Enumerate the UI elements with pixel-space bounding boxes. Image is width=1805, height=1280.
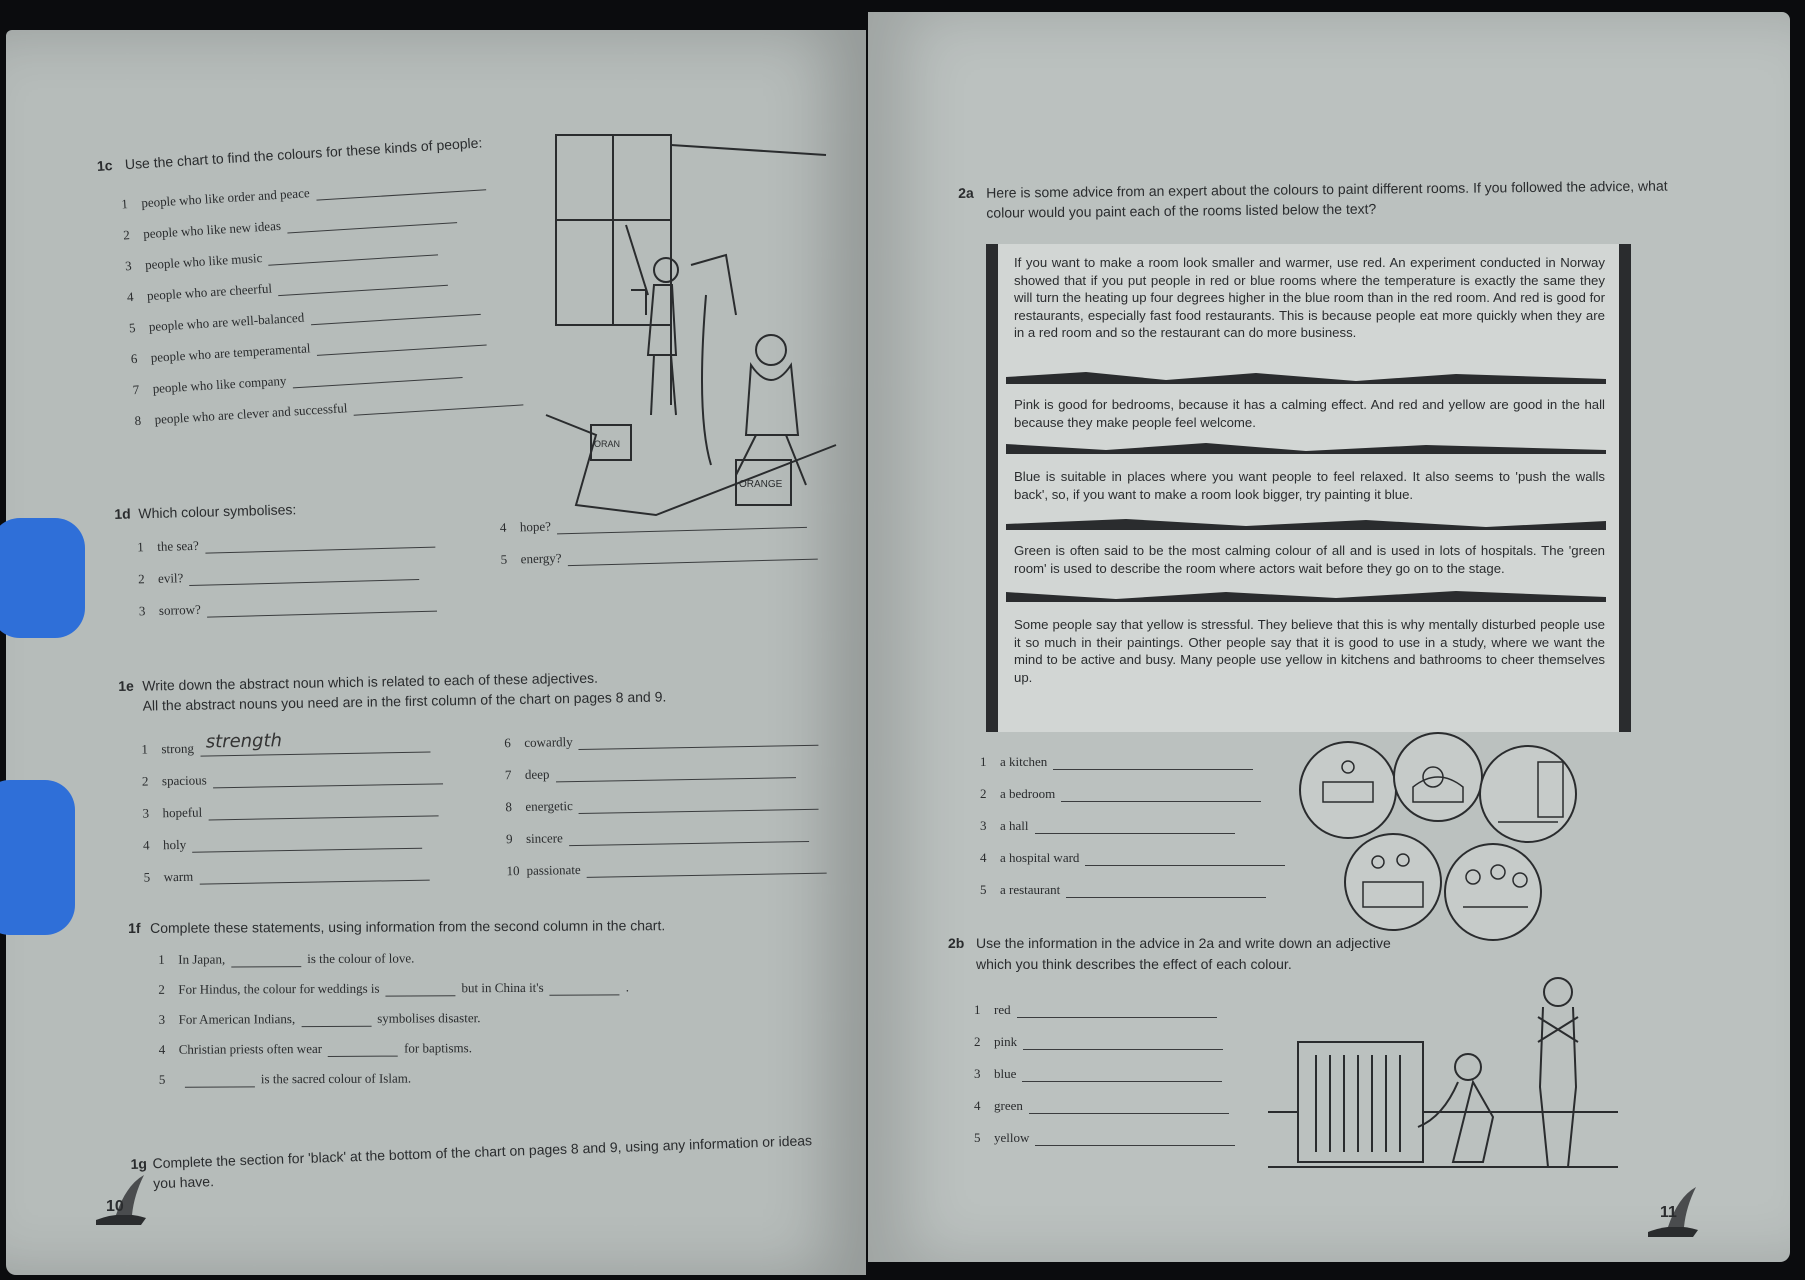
exercise-number: 2b [948,935,965,951]
handwritten-answer: strength [205,730,283,753]
exercise-1c [96,122,577,509]
can-label: ORAN [594,439,621,449]
item-text: holy [162,836,187,853]
exercise-instruction: you have. [152,1173,215,1192]
item-text: people who like music [144,250,263,273]
zigzag-divider [1006,516,1606,530]
item-number: 3 [158,1011,166,1027]
exercise-instruction: Use the chart to find the colours for these kinds of people: [124,134,483,173]
exercise-2a-header [958,169,1738,227]
zigzag-divider [1006,370,1606,384]
item-text: energetic [525,798,573,814]
item-text: strong [161,740,195,757]
item-number: 9 [505,831,513,847]
exercise-number: 1f [128,919,141,936]
item-text: people who are well-balanced [148,309,305,335]
item-text: blue [994,1066,1017,1081]
statement-text: but in China it's [461,979,544,996]
advice-paragraph-green: Green is often said to be the most calming colour of all and is used in lots of hospitals. The 'green room' is used to describe the room where actors wait before they go on to the stage. [1014,543,1605,576]
exercise-number: 2a [958,184,974,201]
item-number: 2 [974,1034,981,1049]
item-number: 1 [120,196,129,212]
answer-line[interactable] [579,731,819,750]
item-text: deep [524,766,550,782]
answer-line[interactable] [557,513,807,535]
answer-line[interactable] [292,363,463,388]
exercise-item [130,330,486,368]
statement-text: for baptisms. [404,1040,472,1056]
answer-line[interactable] [208,801,438,820]
item-text: hope? [519,518,552,535]
answer-line[interactable] [286,208,457,233]
page-number: 10 [106,1198,124,1215]
exercise-number: 1e [118,677,134,694]
item-number: 4 [974,1098,981,1113]
item-text: a kitchen [1000,754,1048,769]
item-text: spacious [161,772,207,789]
answer-line[interactable] [587,859,827,878]
exercise-1g [130,1123,852,1208]
exercise-item [142,768,443,789]
left-page [6,30,866,1275]
answer-line[interactable] [1053,755,1253,770]
can-label: ORANGE [739,479,783,490]
item-text: a bedroom [1000,786,1056,801]
answer-line[interactable] [207,597,437,618]
item-number: 1 [980,754,987,769]
exercise-item [980,786,1261,802]
item-number: 3 [142,805,150,821]
item-number: 3 [974,1066,981,1081]
item-text: people who are cheerful [146,280,273,304]
answer-line[interactable] [1017,1003,1217,1018]
item-number: 5 [980,882,987,897]
exercise-number: 1d [114,505,131,522]
item-number: 1 [137,539,144,555]
item-text: hopeful [162,804,203,821]
answer-line[interactable] [1035,819,1235,834]
exercise-instruction: Use the information in the advice in 2a and write down an adjective [976,935,1391,951]
statement-item [159,1010,481,1028]
exercise-item [505,762,796,783]
item-number: 3 [124,258,133,274]
answer-line[interactable] [315,175,486,200]
item-text: sincere [525,830,563,846]
exercise-item [137,532,435,556]
exercise-item [980,850,1285,866]
answer-line[interactable] [1035,1131,1235,1146]
painting-illustration [536,115,856,525]
exercise-item [974,1002,1217,1018]
exercise-item [134,389,523,429]
advice-paragraph-blue: Blue is suitable in places where you want people to feel relaxed. It also seems to 'push the walls back', so, if you want to make a room look bigger, try painting it blue. [1014,469,1605,502]
item-number: 1 [141,741,149,757]
item-text: green [994,1098,1023,1113]
glove-finger [0,780,75,935]
exercise-item [125,239,439,274]
exercise-item [139,596,437,620]
exercise-item [980,818,1235,834]
item-number: 8 [134,412,142,429]
statement-item [158,979,629,997]
exercise-item [974,1098,1229,1114]
statement-text: Christian priests often wear [178,1040,323,1057]
right-page [868,12,1790,1262]
answer-blank[interactable] [231,954,301,967]
exercise-1e [118,657,862,900]
answer-line[interactable] [268,240,439,265]
item-number: 10 [506,863,520,879]
exercise-item [132,362,462,398]
item-text: people who like new ideas [142,217,282,242]
statement-text: For American Indians, [178,1011,296,1027]
item-text: sorrow? [158,601,201,618]
item-text: pink [994,1034,1018,1049]
statement-text: . [625,979,629,995]
answer-line[interactable] [192,834,422,853]
item-number: 7 [504,767,512,783]
answer-line[interactable] [569,827,809,846]
item-text: energy? [520,550,562,567]
item-number: 8 [505,799,513,815]
glove-finger [0,518,85,638]
item-text: a hall [1000,818,1029,833]
item-number: 1 [974,1002,981,1017]
answer-line[interactable] [1066,883,1266,898]
item-number: 3 [138,603,146,619]
exercise-item [138,564,420,587]
item-number: 4 [980,850,987,865]
item-number: 6 [130,350,138,367]
answer-blank[interactable] [301,1014,371,1027]
exercise-item [974,1034,1223,1050]
advice-paragraph-pink: Pink is good for bedrooms, because it has a calming effect. And red and yellow are good in the hall because they make people feel welcome. [1014,397,1605,430]
statement-text: is the colour of love. [307,950,415,967]
item-number: 2 [980,786,987,801]
item-text: a restaurant [1000,882,1061,897]
answer-line[interactable] [353,390,524,415]
answer-line[interactable] [1023,1035,1223,1050]
statement-item [158,951,414,968]
answer-line[interactable] [200,730,430,757]
item-text: warm [163,868,194,885]
statement-text: symbolises disaster. [377,1010,481,1026]
item-text: yellow [994,1130,1030,1145]
radiator-illustration [1268,967,1618,1182]
exercise-item [143,833,422,854]
item-text: people who like company [152,372,287,396]
item-number: 5 [158,1071,166,1087]
statement-text: In Japan, [178,951,226,967]
item-text: a hospital ward [1000,850,1080,865]
page-number: 11 [1660,1204,1677,1221]
item-number: 2 [137,571,145,587]
answer-blank[interactable] [386,983,456,996]
exercise-instruction: Which colour symbolises: [138,501,297,522]
zigzag-divider [1006,440,1606,454]
item-number: 2 [122,227,131,243]
exercise-item [974,1066,1222,1082]
item-number: 6 [504,735,511,751]
exercise-1f [128,908,829,1132]
item-number: 5 [128,319,136,336]
answer-line[interactable] [1022,1067,1222,1082]
exercise-instruction: Complete the section for 'black' at the bottom of the chart on pages 8 and 9, using any information or ideas [152,1132,813,1172]
advice-paragraph-yellow: Some people say that yellow is stressful. They believe that this is why mentally disturbed people use it so much in their paintings. Other people say that it is good to use in a study, where we want the mind to be active and busy. Many people use yellow in kitchens and bathrooms to cheer themselves up. [1014,617,1605,685]
answer-line[interactable] [199,866,429,885]
item-number: 3 [980,818,987,833]
answer-line[interactable] [1085,851,1285,866]
exercise-item [500,544,817,568]
exercise-number: 1c [96,157,114,174]
item-number: 5 [500,551,508,567]
advice-box [986,244,1631,732]
exercise-instruction: Write down the abstract noun which is related to each of these adjectives. [142,669,599,694]
answer-line[interactable] [316,331,487,356]
item-number: 5 [974,1130,981,1145]
exercise-item [127,270,449,306]
answer-line[interactable] [189,565,419,586]
exercise-item [123,207,457,243]
item-number: 4 [126,288,134,305]
exercise-item [980,882,1266,898]
exercise-number: 1g [130,1155,148,1172]
item-number: 5 [143,869,151,885]
exercise-instruction: All the abstract nouns you need are in the first column of the chart on pages 8 and 9. [142,688,667,714]
item-number: 4 [499,519,507,535]
answer-line[interactable] [205,533,435,554]
item-number: 2 [158,981,165,997]
exercise-item [128,299,480,336]
answer-line[interactable] [579,795,819,814]
item-number: 1 [158,951,165,967]
zigzag-divider [1006,588,1606,602]
exercise-item [505,794,819,815]
exercise-item [506,826,809,847]
answer-line[interactable] [213,769,443,788]
answer-line[interactable] [310,300,481,325]
statement-text: is the sacred colour of Islam. [260,1070,412,1087]
item-text: passionate [526,861,581,878]
exercise-item [142,800,438,821]
exercise-item [141,730,430,758]
answer-blank[interactable] [185,1074,255,1087]
exercise-item [506,858,826,880]
item-text: evil? [157,570,184,586]
exercise-item [143,865,429,886]
answer-line[interactable] [1029,1099,1229,1114]
answer-line[interactable] [567,545,817,567]
item-number: 4 [158,1041,166,1057]
answer-blank[interactable] [550,982,620,995]
answer-line[interactable] [1061,787,1261,802]
exercise-1d [114,481,858,660]
statement-item [159,1071,411,1088]
exercise-item [974,1130,1235,1146]
exercise-item [980,754,1253,770]
exercise-instruction: colour would you paint each of the rooms listed below the text? [986,200,1377,221]
item-text: people who are clever and successful [154,400,348,427]
exercise-item [121,174,486,212]
item-text: cowardly [524,734,573,750]
answer-line[interactable] [278,271,449,296]
item-text: red [994,1002,1011,1017]
answer-blank[interactable] [328,1044,398,1057]
exercise-item [504,730,819,751]
advice-paragraph-red: If you want to make a room look smaller and warmer, use red. An experiment conducted in Norway showed that if you put people in red or blue rooms where the temperature is exactly the same they will turn the heating up four degrees higher in the blue room than in the red room. And red is good for restaurants, especially fast food restaurants. This is because people eat more quickly when they are in a red room and so the restaurant can do more business. [1014,255,1605,340]
item-text: people who are temperamental [150,340,311,366]
item-number: 2 [141,773,149,789]
item-number: 4 [142,837,150,853]
statement-item [159,1040,472,1058]
item-number: 7 [132,381,140,398]
exercise-instruction: which you think describes the effect of each colour. [976,956,1292,972]
answer-line[interactable] [555,763,795,782]
item-text: the sea? [157,537,199,554]
statement-text: For Hindus, the colour for weddings is [178,980,380,997]
item-text: people who like order and peace [140,185,311,211]
exercise-item [500,512,807,536]
exercise-instruction: Complete these statements, using information from the second column in the chart. [150,917,666,936]
exercise-instruction: Here is some advice from an expert about the colours to paint different rooms. If you followed the advice, what [986,177,1668,201]
